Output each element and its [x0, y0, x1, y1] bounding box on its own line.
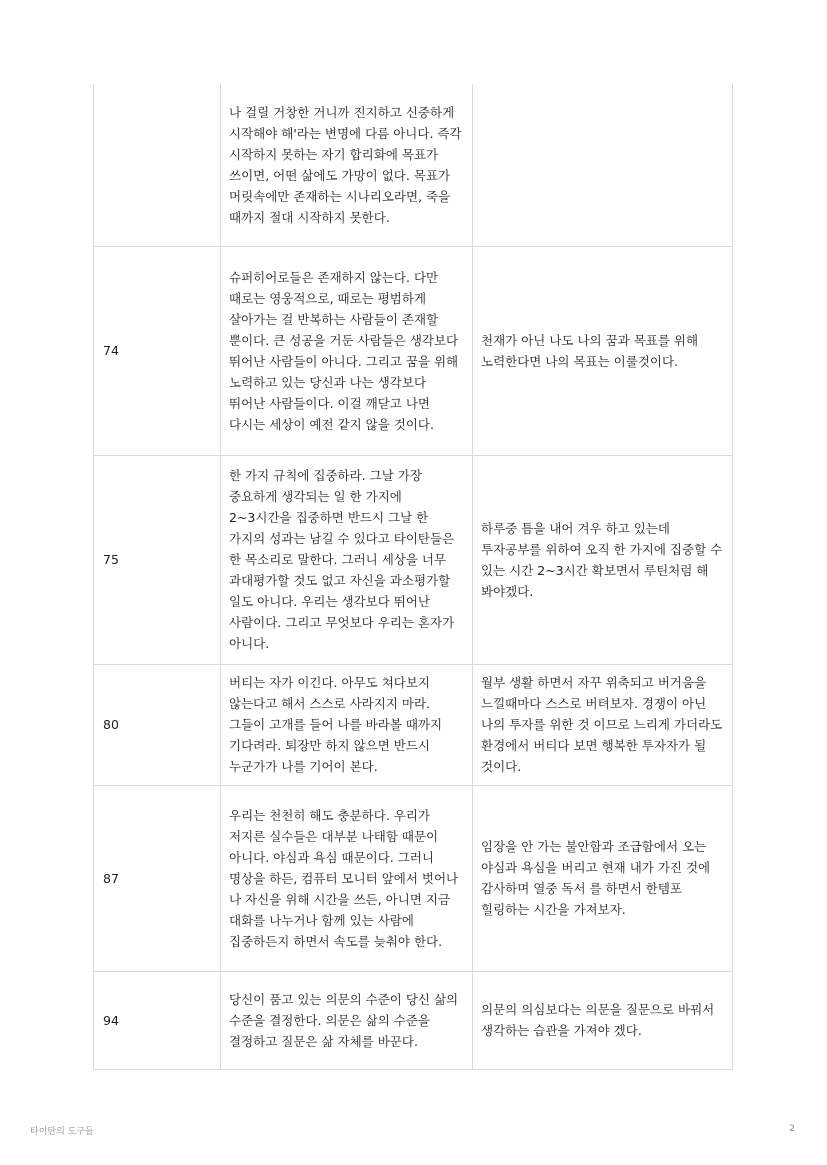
footer-page-number: 2 — [789, 1124, 795, 1134]
quote-cell: 당신이 품고 있는 의문의 수준이 당신 삶의 수준을 결정한다. 의문은 삶의 수준을 결정하고 질문은 삶 자체를 바꾼다. — [221, 971, 473, 1069]
table-row — [94, 455, 733, 664]
note-cell: 임장을 안 가는 불안함과 조급함에서 오는 야심과 욕심을 버리고 현재 내가 가진 것에 감사하며 열중 독서 를 하면서 한템포 힐링하는 시간을 가져보자. — [473, 785, 733, 971]
quote-cell: 버티는 자가 이긴다. 아무도 쳐다보지 않는다고 해서 스스로 사라지지 마라. 그들이 고개를 들어 나를 바라볼 때까지 기다려라. 퇴장만 하지 않으면 반드시 누군가가 나를 기어이 본다. — [221, 664, 473, 785]
note-cell — [473, 84, 733, 246]
table-row — [94, 785, 733, 971]
page-number-cell: 80 — [94, 664, 221, 785]
page-number-cell: 87 — [94, 785, 221, 971]
footer-document-title: 타이탄의 도구들 — [30, 1127, 94, 1137]
page-number-cell — [94, 84, 221, 246]
table-row — [94, 664, 733, 785]
quote-cell: 나 걸릴 거창한 거니까 진지하고 신중하게 시작해야 해'라는 변명에 다름 아니다. 즉각 시작하지 못하는 자기 합리화에 목표가 쓰이면, 어떤 삶에도 가망이 없다. 목표가 머릿속에만 존재하는 시나리오라면, 죽을 때까지 절대 시작하지 못한다. — [221, 84, 473, 246]
page-number-cell: 75 — [94, 455, 221, 664]
table-row — [94, 84, 733, 246]
quote-cell: 우리는 천천히 해도 충분하다. 우리가 저지른 실수들은 대부분 나태함 때문이 아니다. 야심과 욕심 때문이다. 그러니 명상을 하든, 컴퓨터 모니터 앞에서 벗어나 나 자신을 위해 시간을 쓰든, 아니면 지금 대화를 나누거나 함께 있는 사람에 집중하든지 하면서 속도를 늦춰야 한다. — [221, 785, 473, 971]
note-cell: 월부 생활 하면서 자꾸 위축되고 버거움을 느낄때마다 스스로 버텨보자. 경쟁이 아닌 나의 투자를 위한 것 이므로 느리게 가더라도 환경에서 버티다 보면 행복한 투자자가 될 것이다. — [473, 664, 733, 785]
quote-cell: 한 가지 규칙에 집중하라. 그날 가장 중요하게 생각되는 일 한 가지에 2~3시간을 집중하면 반드시 그날 한 가지의 성과는 남길 수 있다고 타이탄들은 한 목소리로 말한다. 그러니 세상을 너무 과대평가할 것도 없고 자신을 과소평가할 일도 아니다. 우리는 생각보다 뛰어난 사람이다. 그리고 무엇보다 우리는 혼자가 아니다. — [221, 455, 473, 664]
page-number-cell: 94 — [94, 971, 221, 1069]
table-row — [94, 971, 733, 1069]
quote-cell: 슈퍼히어로들은 존재하지 않는다. 다만 때로는 영웅적으로, 때로는 평범하게 살아가는 걸 반복하는 사람들이 존재할 뿐이다. 큰 성공을 거둔 사람들은 생각보다 뛰어난 사람들이 아니다. 그리고 꿈을 위해 노력하고 있는 당신과 나는 생각보다 뛰어난 사람들이다. 이걸 깨닫고 나면 다시는 세상이 예전 같지 않을 것이다. — [221, 246, 473, 455]
note-cell: 하루중 틈을 내어 겨우 하고 있는데 투자공부를 위하여 오직 한 가지에 집중할 수 있는 시간 2~3시간 확보면서 루틴처럼 해 봐야겠다. — [473, 455, 733, 664]
page-number-cell: 74 — [94, 246, 221, 455]
note-cell: 천재가 아닌 나도 나의 꿈과 목표를 위해 노력한다면 나의 목표는 이룰것이다. — [473, 246, 733, 455]
note-cell: 의문의 의심보다는 의문을 질문으로 바꿔서 생각하는 습관을 가져야 겠다. — [473, 971, 733, 1069]
table-row — [94, 246, 733, 455]
reading-notes-table — [93, 84, 733, 1070]
